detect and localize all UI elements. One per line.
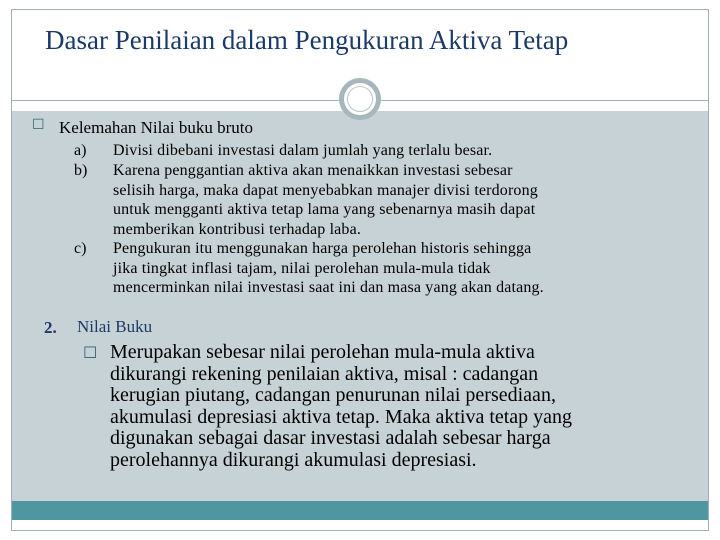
item-c-label: c) bbox=[74, 240, 87, 257]
section2-paragraph bbox=[110, 342, 680, 471]
item-c-line-3: mencerminkan nilai investasi saat ini dan masa yang akan datang. bbox=[113, 279, 544, 296]
section2-line-1: Merupakan sebesar nilai perolehan mula-mula aktiva bbox=[110, 341, 535, 363]
section2-line-6: perolehannya dikurangi akumulasi depresiasi. bbox=[110, 448, 477, 471]
section2-line-3: kerugian piutang, cadangan penurunan nilai persediaan, bbox=[110, 384, 556, 406]
section2-line-5: digunakan sebagai dasar investasi adalah sebesar harga bbox=[110, 427, 551, 449]
item-a-line-1: Divisi dibebani investasi dalam jumlah yang terlalu besar. bbox=[113, 142, 493, 159]
footer-bar bbox=[12, 501, 708, 520]
item-b-label: b) bbox=[74, 162, 88, 179]
section2-line-2: dikurangi rekening penilaian aktiva, misal : cadangan bbox=[110, 362, 539, 385]
item-b-line-1: Karena penggantian aktiva akan menaikkan investasi sebesar bbox=[113, 162, 513, 179]
section2-number: 2. bbox=[44, 318, 57, 337]
ring-inner bbox=[347, 86, 373, 112]
ring-ornament-icon bbox=[339, 78, 381, 120]
item-b-line-4: memberikan kontribusi terhadap laba. bbox=[113, 220, 361, 238]
box-bullet-icon: ☐ bbox=[32, 117, 45, 133]
item-b-line-3: untuk mengganti aktiva tetap lama yang sebenarnya masih dapat bbox=[113, 201, 536, 218]
section2-heading: Nilai Buku bbox=[77, 317, 153, 336]
section1-heading: Kelemahan Nilai buku bruto bbox=[59, 118, 254, 137]
section2-line-4: akumulasi depresiasi aktiva tetap. Maka aktiva tetap yang bbox=[110, 405, 573, 428]
slide-title: Dasar Penilaian dalam Pengukuran Aktiva Tetap bbox=[45, 25, 569, 55]
item-c-line-2: jika tingkat inflasi tajam, nilai perolehan mula-mula tidak bbox=[113, 259, 491, 277]
box-bullet-icon: ☐ bbox=[83, 343, 98, 362]
item-a-label: a) bbox=[74, 142, 87, 159]
item-c-line-1: Pengukuran itu menggunakan harga perolehan historis sehingga bbox=[113, 240, 532, 257]
item-b-line-2: selisih harga, maka dapat menyebabkan manajer divisi terdorong bbox=[113, 181, 538, 199]
